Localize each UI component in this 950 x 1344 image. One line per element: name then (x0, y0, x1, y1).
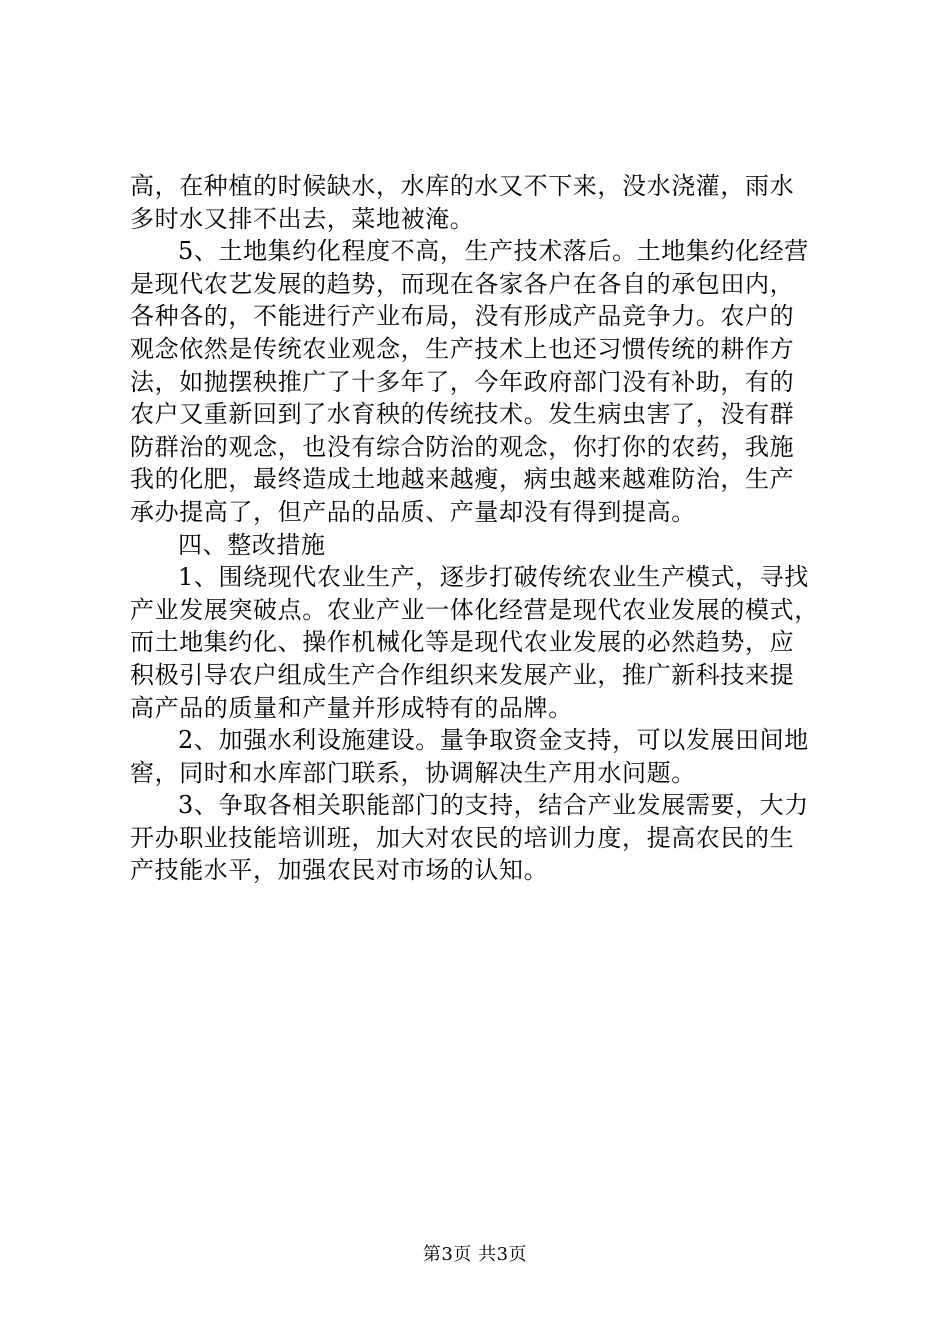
text-line: 1、围绕现代农业生产，逐步打破传统农业生产模式，寻找 (178, 563, 809, 592)
text-line: 而土地集约化、操作机械化等是现代农业发展的必然趋势，应 (130, 628, 795, 657)
text-line: 高产品的质量和产量并形成特有的品牌。 (130, 693, 573, 722)
text-line: 产技能水平，加强农民对市场的认知。 (130, 856, 549, 885)
text-line: 产业发展突破点。农业产业一体化经营是现代农业发展的模式， (130, 595, 819, 624)
text-line: 3、争取各相关职能部门的支持，结合产业发展需要，大力 (178, 791, 809, 820)
text-line: 观念依然是传统农业观念，生产技术上也还习惯传统的耕作方 (130, 334, 795, 363)
text-line: 高，在种植的时候缺水，水库的水又不下来，没水浇灌，雨水 (130, 172, 795, 200)
document-body (130, 170, 830, 887)
text-line: 开办职业技能培训班，加大对农民的培训力度，提高农民的生 (130, 823, 795, 852)
text-line: 积极引导农户组成生产合作组织来发展产业，推广新科技来提 (130, 660, 795, 689)
text-line: 5、土地集约化程度不高，生产技术落后。土地集约化经营 (178, 237, 809, 266)
section-heading: 四、整改措施 (178, 530, 326, 559)
text-line: 窖，同时和水库部门联系，协调解决生产用水问题。 (130, 758, 696, 787)
page-footer (0, 1243, 950, 1267)
text-line: 法，如抛摆秧推广了十多年了，今年政府部门没有补助，有的 (130, 367, 795, 396)
page-number: 第3页 共3页 (422, 1244, 528, 1265)
text-line: 我的化肥，最终造成土地越来越瘦，病虫越来越难防治，生产 (130, 465, 795, 494)
text-line: 2、加强水利设施建设。量争取资金支持，可以发展田间地 (178, 726, 809, 755)
text-line: 多时水又排不出去，菜地被淹。 (130, 204, 475, 233)
text-line: 承办提高了，但产品的品质、产量却没有得到提高。 (130, 497, 696, 526)
text-line: 农户又重新回到了水育秧的传统技术。发生病虫害了，没有群 (130, 400, 795, 429)
text-line: 是现代农艺发展的趋势，而现在各家各户在各自的承包田内， (130, 269, 795, 298)
text-line: 各种各的，不能进行产业布局，没有形成产品竞争力。农户的 (130, 302, 795, 331)
text-line: 防群治的观念，也没有综合防治的观念，你打你的农药，我施 (130, 432, 795, 461)
